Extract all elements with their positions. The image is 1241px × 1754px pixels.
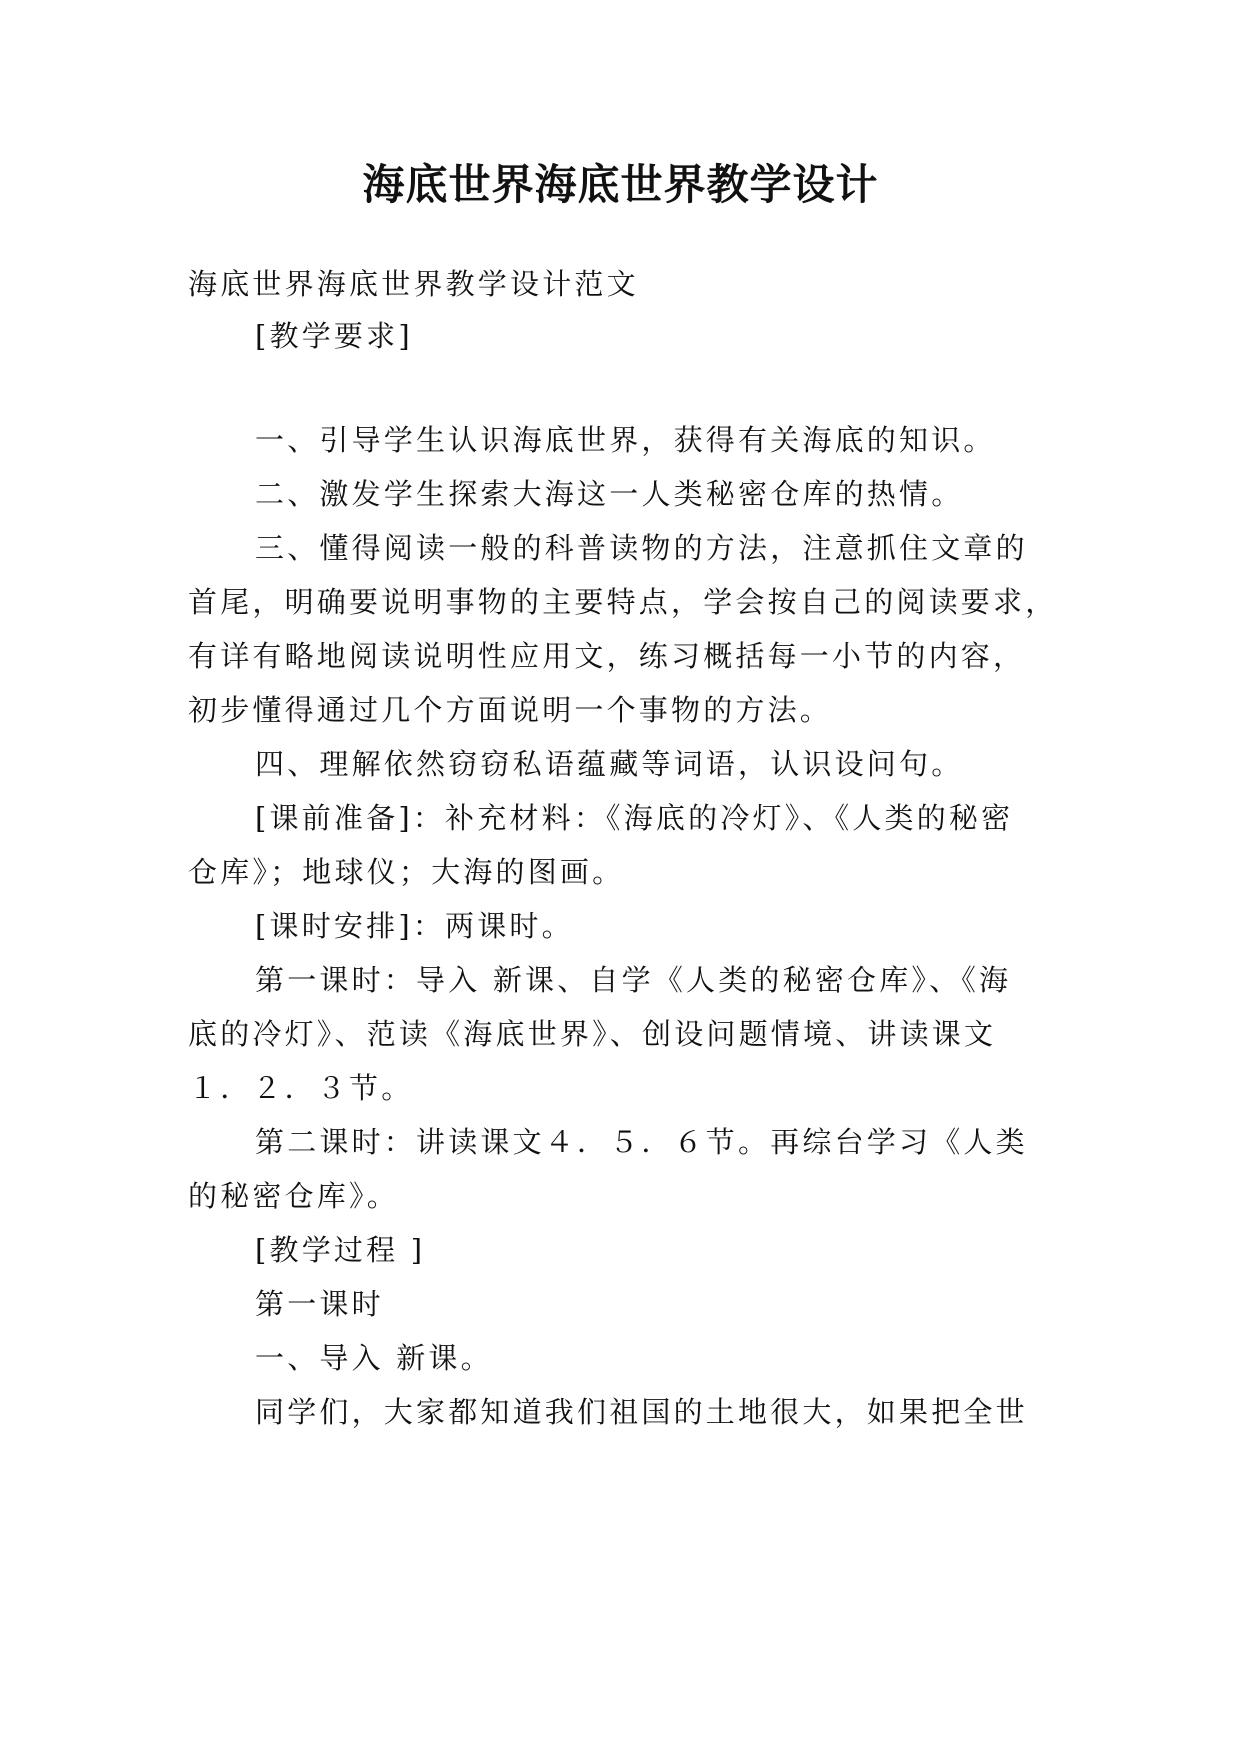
section-heading-requirements: [教学要求] (255, 319, 413, 353)
paragraph-line: 底的冷灯》、范读《海底世界》、创设问题情境、讲读课文 (188, 1017, 997, 1051)
paragraph-line: 四、理解依然窃窃私语蕴藏等词语，认识设问句。 (255, 747, 964, 781)
paragraph-line: 同学们，大家都知道我们祖国的土地很大，如果把全世 (255, 1395, 1028, 1429)
document-title: 海底世界海底世界教学设计 (362, 160, 879, 209)
paragraph-line: 二、激发学生探索大海这一人类秘密仓库的热情。 (255, 477, 964, 511)
paragraph-line: 一、引导学生认识海底世界，获得有关海底的知识。 (255, 423, 996, 457)
paragraph-line: 有详有略地阅读说明性应用文，练习概括每一小节的内容， (188, 639, 1026, 673)
paragraph-line: 三、懂得阅读一般的科普读物的方法，注意抓住文章的 (255, 531, 1028, 565)
paragraph-line: 仓库》；地球仪；大海的图画。 (188, 855, 625, 889)
paragraph-line: 一、导入 新课。 (255, 1341, 493, 1375)
document-subtitle: 海底世界海底世界教学设计范文 (188, 267, 639, 301)
section-heading-schedule: [课时安排]：两课时。 (255, 909, 574, 943)
section-heading-preparation: [课前准备]：补充材料：《海底的冷灯》、《人类的秘密 (255, 801, 1014, 835)
paragraph-line: 初步懂得通过几个方面说明一个事物的方法。 (188, 693, 833, 727)
paragraph-line: 的秘密仓库》。 (188, 1179, 399, 1213)
paragraph-line: １．２．３节。 (188, 1071, 414, 1105)
paragraph-line: 第一课时 (255, 1287, 384, 1321)
paragraph-line: 第二课时：讲读课文４．５．６节。再综台学习《人类 (255, 1125, 1028, 1159)
section-heading-process: [教学过程 ] (255, 1233, 426, 1267)
paragraph-line: 首尾，明确要说明事物的主要特点，学会按自己的阅读要求， (188, 585, 1058, 619)
paragraph-line: 第一课时：导入 新课、自学《人类的秘密仓库》、《海 (255, 963, 1012, 997)
